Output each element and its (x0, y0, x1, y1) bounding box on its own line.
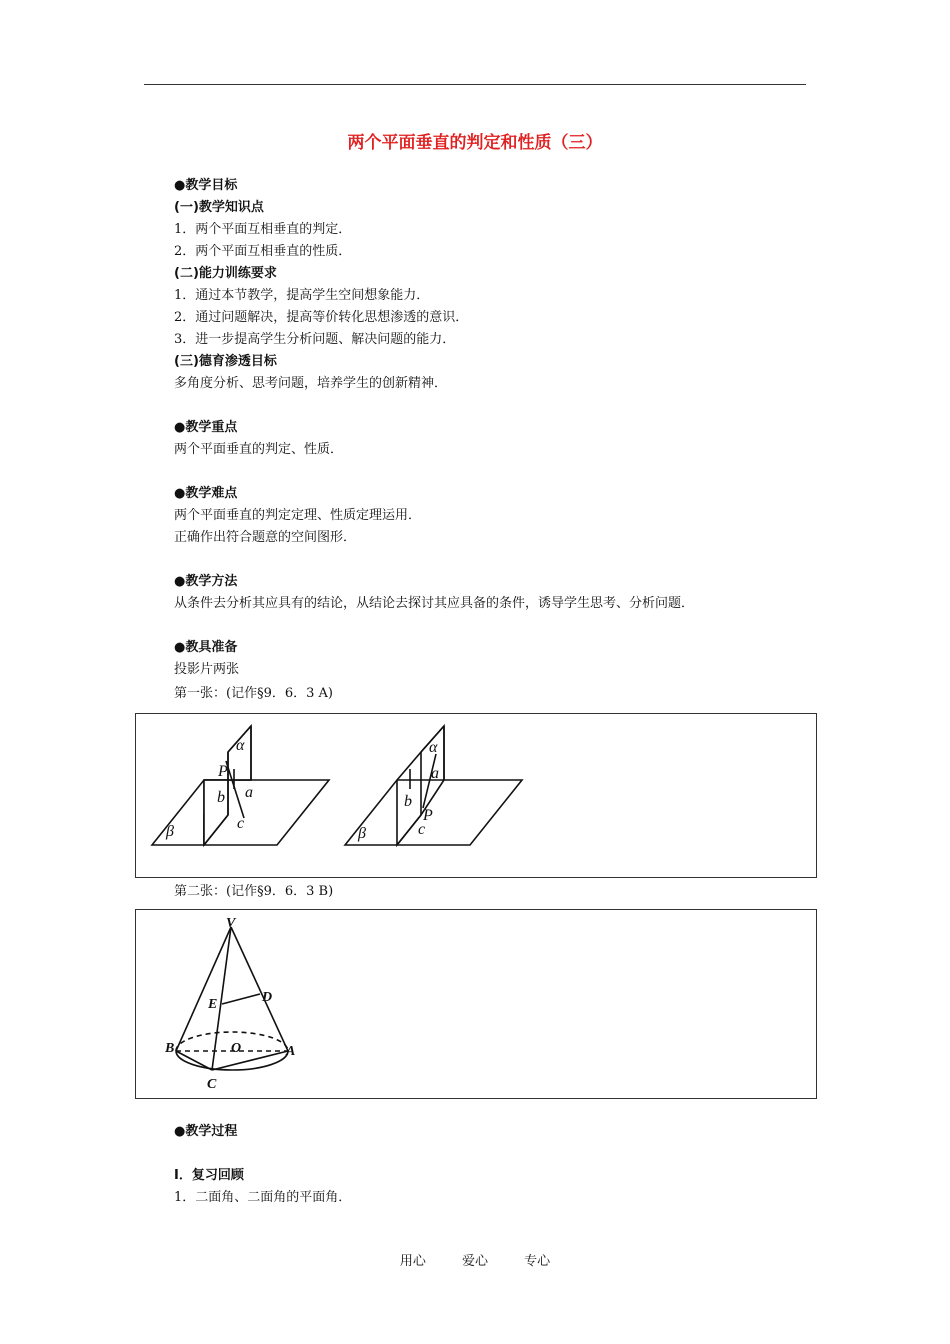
section-heading-difficulties: ●教学难点 (174, 486, 238, 501)
label-D: D (262, 990, 273, 1005)
header-rule (144, 84, 806, 85)
figure-a-diagram (136, 714, 816, 877)
slide1-caption: 第一张：(记作§9．6．3 A) (174, 686, 333, 701)
knowledge-item: 2．两个平面互相垂直的性质． (174, 244, 352, 259)
subheading-moral: (三)德育渗透目标 (174, 354, 277, 369)
moral-item: 多角度分析、思考问题，培养学生的创新精神． (174, 376, 448, 391)
subheading-ability: (二)能力训练要求 (174, 266, 277, 281)
key-point-item: 两个平面垂直的判定、性质． (174, 442, 344, 457)
label-b-left: b (217, 789, 225, 806)
label-V: V (226, 916, 236, 931)
label-a-right: a (431, 765, 439, 782)
subheading-review: Ⅰ．复习回顾 (174, 1168, 244, 1183)
section-heading-method: ●教学方法 (174, 574, 238, 589)
subheading-knowledge: (一)教学知识点 (174, 200, 264, 215)
label-p-right: P (423, 807, 433, 824)
tools-intro: 投影片两张 (174, 662, 240, 677)
footer-word: 爱心 (461, 1254, 488, 1269)
label-B: B (165, 1041, 175, 1056)
figure-b-box (135, 909, 817, 1099)
label-c-left: c (237, 815, 245, 832)
label-a-left: a (245, 784, 253, 801)
label-beta-left: β (166, 823, 174, 840)
label-A: A (286, 1044, 296, 1059)
segment-ED (222, 994, 260, 1004)
slide2-caption: 第二张：(记作§9．6．3 B) (174, 884, 334, 899)
label-O: O (231, 1041, 242, 1056)
footer-word: 专心 (524, 1254, 551, 1269)
label-c-right: c (418, 821, 426, 838)
label-alpha-right: α (429, 739, 438, 756)
figure-a-box (135, 713, 817, 878)
footer-word: 用心 (399, 1254, 426, 1269)
page-footer (0, 1250, 950, 1269)
ability-item: 2．通过问题解决，提高等价转化思想渗透的意识． (174, 310, 469, 325)
difficulty-item: 两个平面垂直的判定定理、性质定理运用． (174, 508, 422, 523)
plane-beta-left (152, 780, 329, 845)
label-alpha-left: α (236, 737, 245, 754)
label-beta-right: β (358, 825, 366, 842)
method-item: 从条件去分析其应具有的结论，从结论去探讨其应具备的条件，诱导学生思考、分析问题． (174, 596, 695, 611)
ability-item: 1．通过本节教学，提高学生空间想象能力． (174, 288, 430, 303)
section-heading-goals: ●教学目标 (174, 178, 238, 193)
knowledge-item: 1．两个平面互相垂直的判定． (174, 222, 352, 237)
label-p-left: P (218, 763, 228, 780)
figure-b-diagram (136, 910, 816, 1098)
section-heading-key-points: ●教学重点 (174, 420, 238, 435)
section-heading-tools: ●教具准备 (174, 640, 238, 655)
page-title: 两个平面垂直的判定和性质（三） (347, 133, 603, 153)
difficulty-item: 正确作出符合题意的空间图形． (174, 530, 357, 545)
label-b-right: b (404, 793, 412, 810)
label-C: C (207, 1077, 217, 1092)
edge-VA (231, 927, 288, 1051)
review-item: 1．二面角、二面角的平面角． (174, 1190, 352, 1205)
ability-item: 3．进一步提高学生分析问题、解决问题的能力． (174, 332, 456, 347)
label-E: E (208, 997, 218, 1012)
section-heading-process: ●教学过程 (174, 1124, 238, 1139)
